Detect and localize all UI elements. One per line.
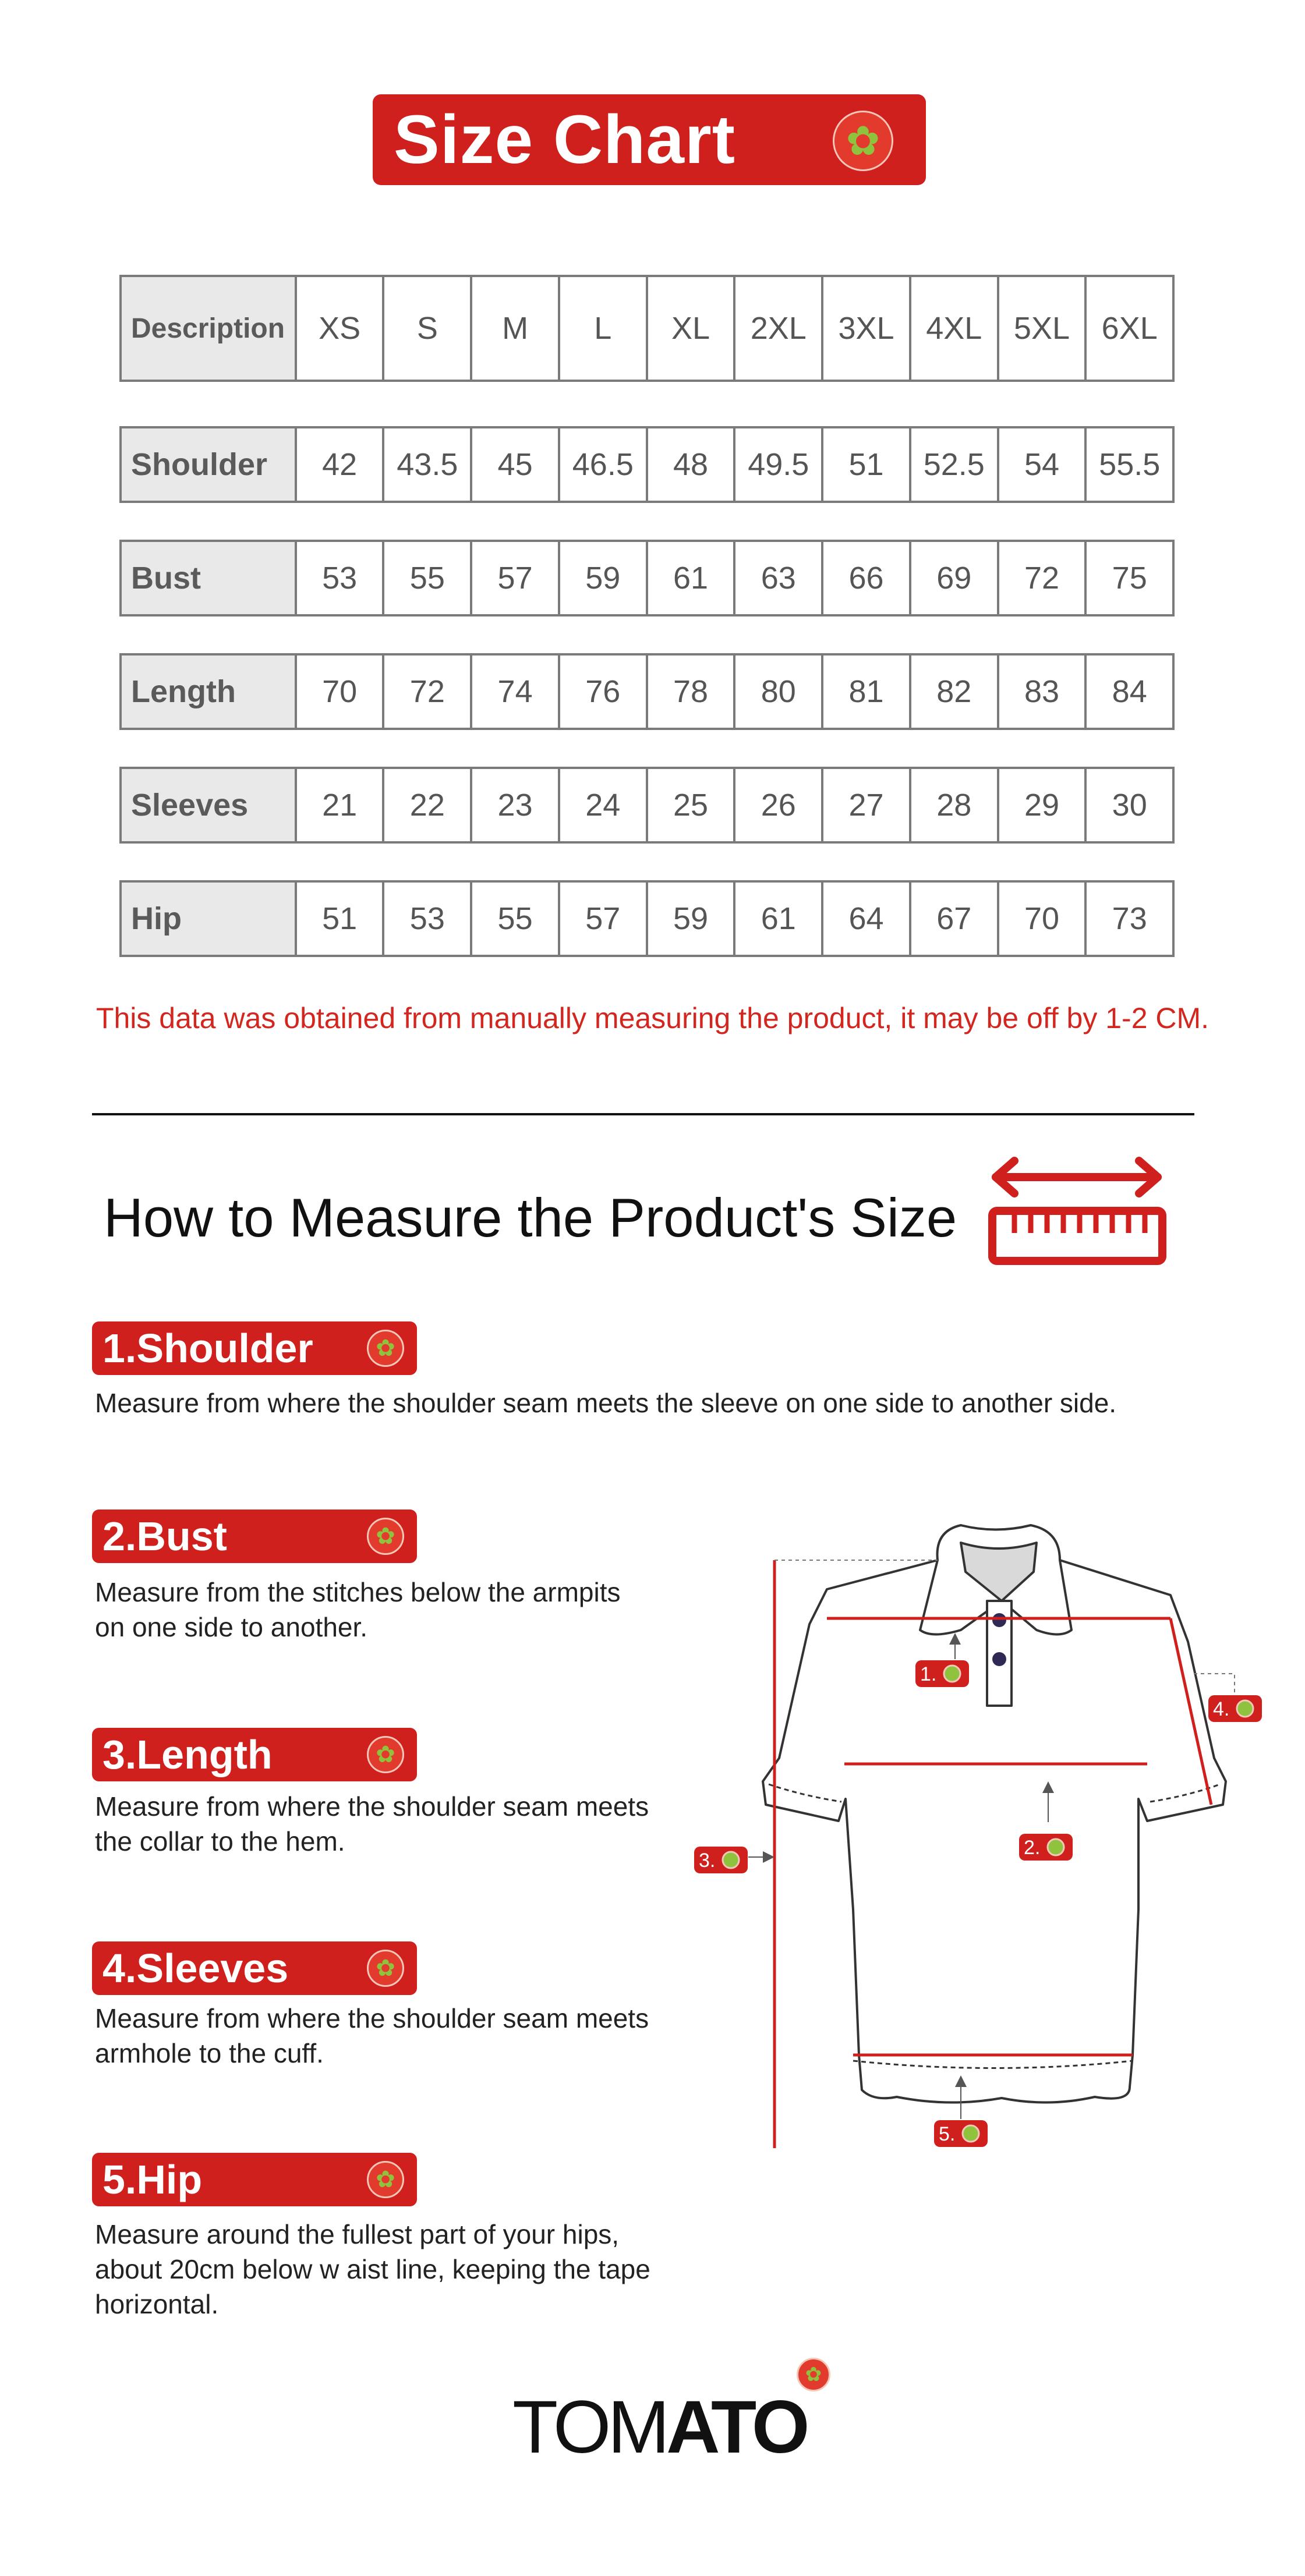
size-header: S [382,277,470,380]
size-header: XS [295,277,383,380]
table-cell: 75 [1084,542,1172,614]
table-cell: 21 [295,769,383,841]
table-cell: 64 [821,883,909,955]
table-cell: 55 [382,542,470,614]
flower-badge-icon: ✿ [367,2161,404,2198]
section-divider [92,1113,1194,1115]
table-cell: 45 [470,428,558,501]
table-cell: 76 [558,655,646,728]
table-cell: 55 [470,883,558,955]
table-cell: 78 [646,655,734,728]
table-cell: 48 [646,428,734,501]
table-cell: 54 [997,428,1085,501]
table-cell: 43.5 [382,428,470,501]
table-row-length [119,653,1175,730]
table-cell: 59 [558,542,646,614]
section-hip-banner [92,2153,417,2206]
marker-5 [934,2120,988,2147]
section-description [95,1386,1201,1420]
table-cell: 63 [733,542,821,614]
section-label: 2.Bust [102,1514,227,1559]
polo-shirt-diagram [687,1508,1269,2154]
table-cell: 28 [909,769,997,841]
section-shoulder-banner [92,1321,417,1375]
table-cell: 70 [295,655,383,728]
section-bust-banner [92,1510,417,1563]
table-cell: 53 [382,883,470,955]
table-cell: 72 [382,655,470,728]
description-line: the collar to the hem. [95,1826,345,1856]
flower-badge-icon: ✿ [367,1736,404,1773]
brand-logo [512,2387,815,2468]
size-header: 4XL [909,277,997,380]
description-line: Measure around the fullest part of your hips, [95,2219,620,2249]
size-header: M [470,277,558,380]
row-label: Hip [122,883,295,955]
description-line: horizontal. [95,2289,219,2319]
howto-heading: How to Measure the Product's Size [104,1187,957,1248]
flower-badge-icon: ✿ [367,1950,404,1987]
table-cell: 25 [646,769,734,841]
description-line: Measure from where the shoulder seam meets the sleeve on one side to another side. [95,1388,1117,1418]
flower-badge-icon: ✿ [797,2358,830,2391]
description-line: on one side to another. [95,1612,368,1642]
svg-text:4.: 4. [1213,1698,1230,1720]
svg-text:3.: 3. [699,1849,716,1872]
row-label: Length [122,655,295,728]
table-row-bust [119,540,1175,616]
section-label: 3.Length [102,1732,273,1777]
flower-badge-icon: ✿ [367,1330,404,1367]
table-cell: 51 [295,883,383,955]
brand-right: ATO [666,2386,807,2469]
table-cell: 84 [1084,655,1172,728]
table-cell: 57 [470,542,558,614]
svg-text:1.: 1. [920,1663,937,1685]
brand-left: TOM [512,2386,667,2469]
table-cell: 74 [470,655,558,728]
button-icon [992,1652,1006,1666]
size-header: XL [646,277,734,380]
description-line: about 20cm below w aist line, keeping the tape [95,2254,650,2284]
table-cell: 82 [909,655,997,728]
table-cell: 51 [821,428,909,501]
table-cell: 72 [997,542,1085,614]
table-cell: 55.5 [1084,428,1172,501]
description-line: armhole to the cuff. [95,2038,324,2068]
size-header: 3XL [821,277,909,380]
table-cell: 80 [733,655,821,728]
table-cell: 49.5 [733,428,821,501]
size-header: L [558,277,646,380]
table-cell: 67 [909,883,997,955]
page-title: Size Chart [394,101,736,178]
table-cell: 52.5 [909,428,997,501]
section-sleeves-banner [92,1941,417,1995]
title-banner [373,94,926,185]
section-label: 1.Shoulder [102,1326,313,1371]
flower-badge-icon: ✿ [367,1518,404,1555]
table-cell: 22 [382,769,470,841]
section-description [95,2217,1201,2322]
table-cell: 73 [1084,883,1172,955]
table-header-row [119,275,1175,382]
marker-1 [915,1660,969,1687]
size-header: 2XL [733,277,821,380]
flower-badge-icon: ✿ [833,111,893,171]
table-cell: 23 [470,769,558,841]
table-cell: 83 [997,655,1085,728]
table-cell: 26 [733,769,821,841]
row-label: Shoulder [122,428,295,501]
section-length-banner [92,1728,417,1781]
button-icon [992,1613,1006,1627]
description-line: Measure from where the shoulder seam meets [95,2003,649,2033]
svg-text:2.: 2. [1024,1837,1041,1859]
ruler-icon [984,1153,1170,1269]
table-header-description: Description [122,277,295,380]
table-row-shoulder [119,426,1175,503]
table-cell: 59 [646,883,734,955]
table-row-hip [119,880,1175,957]
section-label: 5.Hip [102,2157,203,2202]
measurement-note: This data was obtained from manually measuring the product, it may be off by 1-2 CM. [96,1002,1209,1034]
table-cell: 57 [558,883,646,955]
table-cell: 27 [821,769,909,841]
table-cell: 81 [821,655,909,728]
table-cell: 70 [997,883,1085,955]
table-cell: 30 [1084,769,1172,841]
size-header: 5XL [997,277,1085,380]
description-line: Measure from where the shoulder seam meets [95,1791,649,1822]
svg-text:5.: 5. [939,2123,956,2145]
marker-4 [1208,1695,1262,1722]
table-cell: 61 [646,542,734,614]
row-label: Sleeves [122,769,295,841]
size-header: 6XL [1084,277,1172,380]
row-label: Bust [122,542,295,614]
table-cell: 29 [997,769,1085,841]
table-cell: 66 [821,542,909,614]
table-cell: 24 [558,769,646,841]
description-line: Measure from the stitches below the armpits [95,1577,621,1607]
section-label: 4.Sleeves [102,1946,289,1991]
table-cell: 46.5 [558,428,646,501]
table-cell: 42 [295,428,383,501]
table-cell: 53 [295,542,383,614]
marker-2 [1019,1834,1073,1861]
table-cell: 61 [733,883,821,955]
table-cell: 69 [909,542,997,614]
table-row-sleeves [119,767,1175,844]
marker-3 [694,1847,748,1873]
